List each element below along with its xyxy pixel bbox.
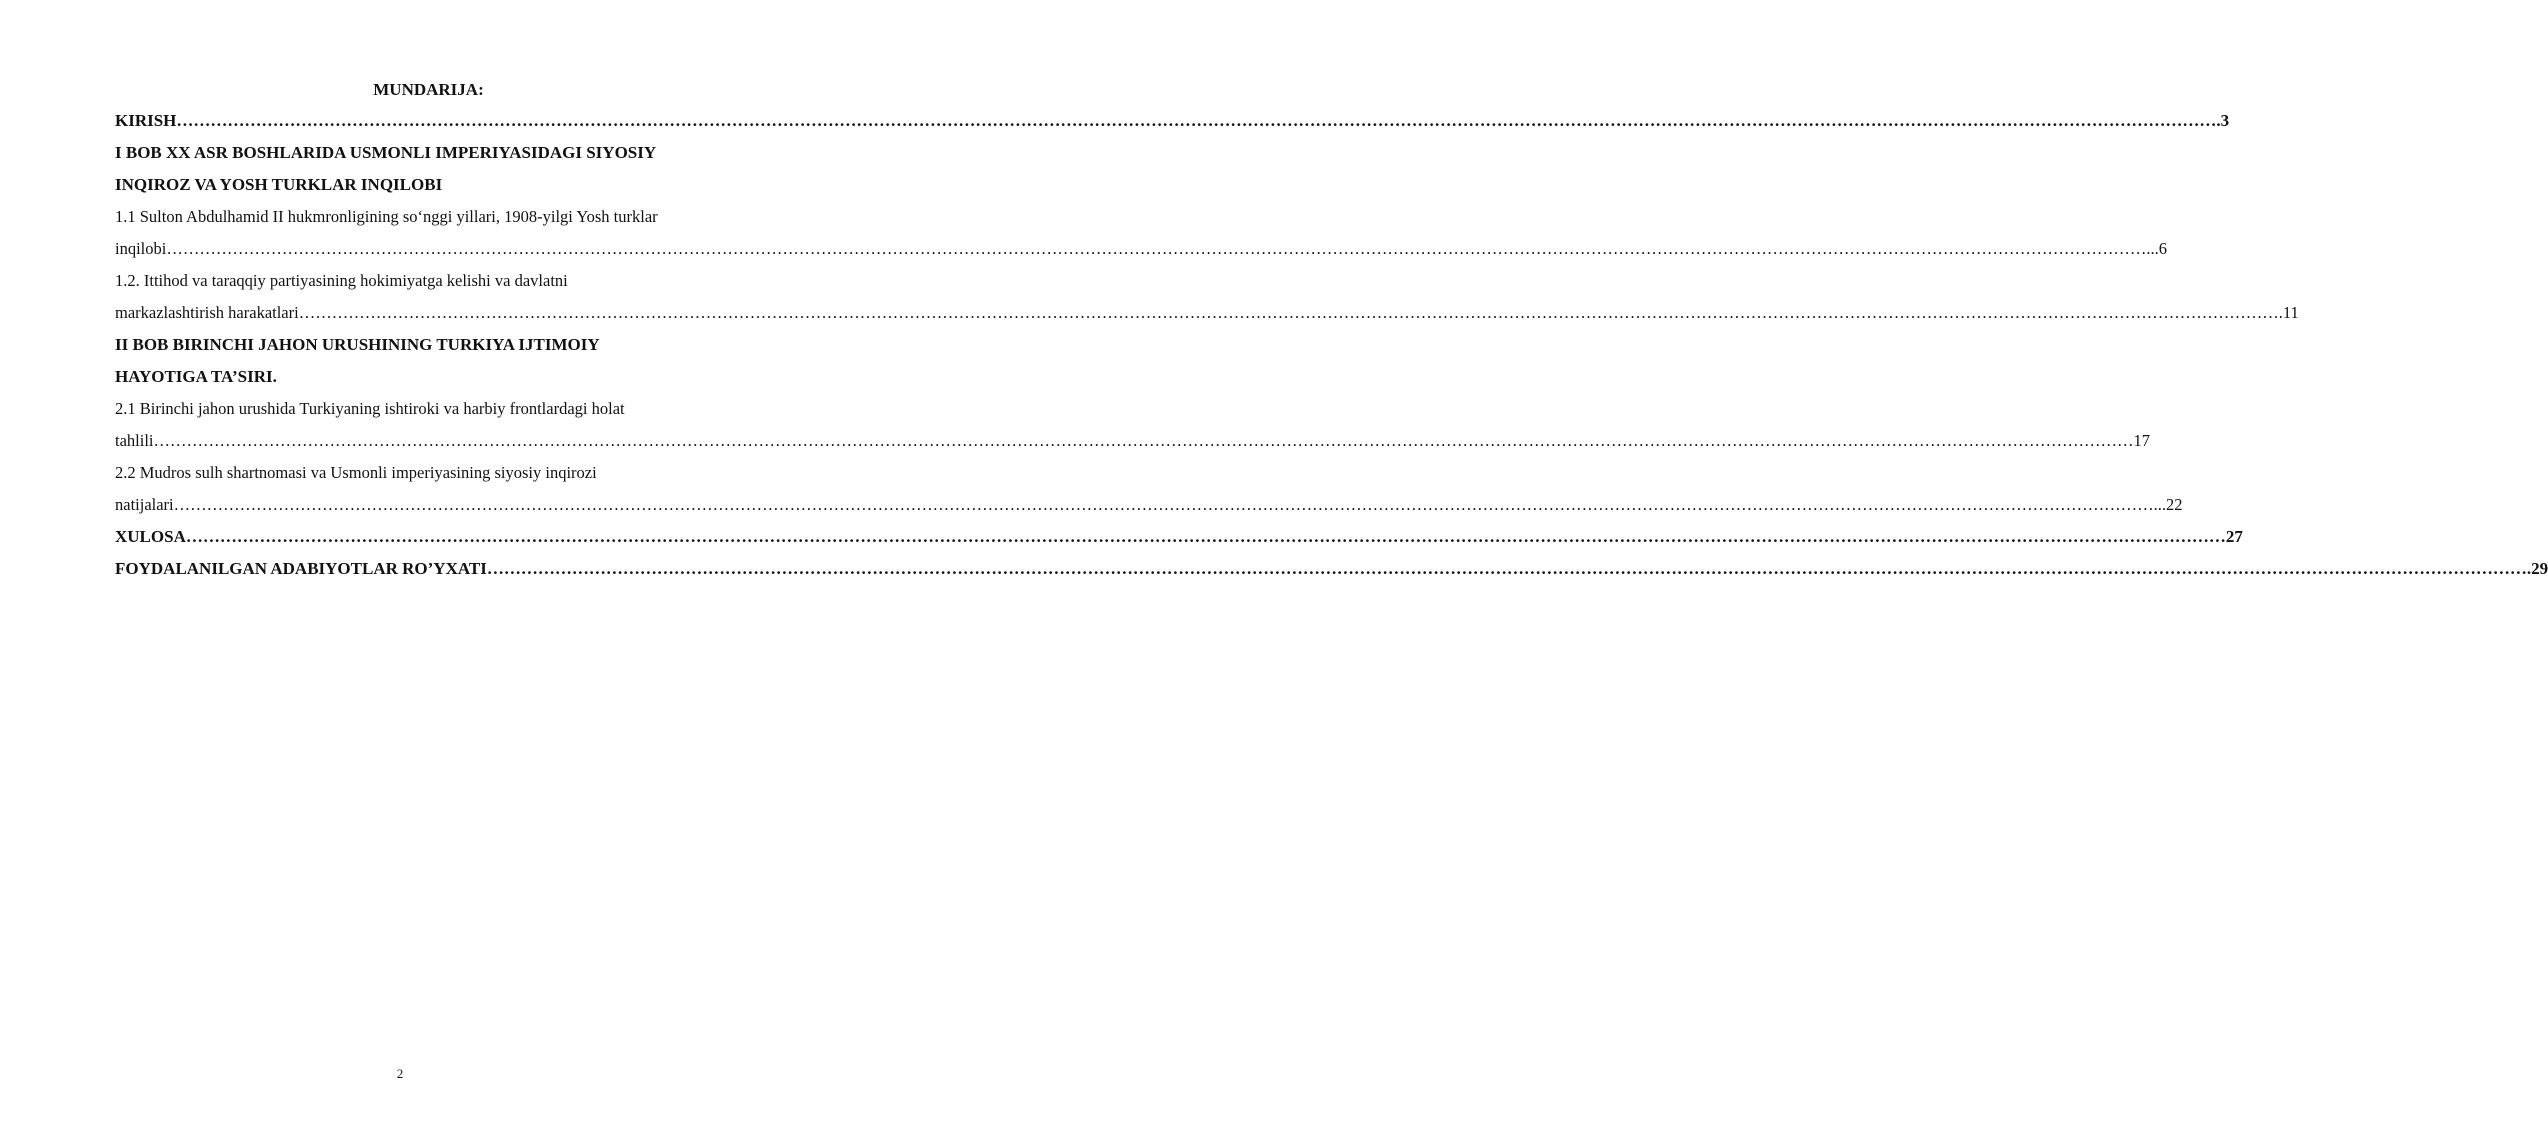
toc-leader-dots: ……………………………………………………………………………………………………………………………………………………………………………………………………………………………………………………………………………………………………………………………… <box>176 111 2217 130</box>
toc-entry-2-2-cont <box>115 489 2183 521</box>
toc-title: MUNDARIJA: <box>373 80 484 99</box>
toc-leader-dots: ……………………………………………………………………………………………………………………………………………………………………………………………………………………………………………………………………………………………………………………………… <box>153 431 2134 450</box>
toc-entry-2-2: 2.2 Mudros sulh shartnomasi va Usmonli imperiyasining siyosiy inqirozi <box>115 463 597 482</box>
toc-entry-1-1-cont <box>115 233 2167 265</box>
toc-entry-text: inqilobi <box>115 239 167 258</box>
toc-entry-page: 17 <box>2133 431 2150 450</box>
toc-leader-dots: ……………………………………………………………………………………………………………………………………………………………………………………………………………………………………………………………………………………………………………………………… <box>486 559 2527 578</box>
toc-entry-text: XULOSA <box>115 527 186 546</box>
toc-entry-1-2-cont <box>115 297 2299 329</box>
toc-heading-chapter-2-cont: HAYOTIGA TA’SIRI. <box>115 367 277 386</box>
toc-entry-text: natijalari <box>115 495 174 514</box>
toc-leader-dots: ……………………………………………………………………………………………………………………………………………………………………………………………………………………………………………………………………………………………………………………………… <box>185 527 2226 546</box>
toc-entry-text: KIRISH <box>115 111 177 130</box>
toc-entry-1-1: 1.1 Sulton Abdulhamid II hukmronligining so‘nggi yillari, 1908-yilgi Yosh turklar <box>115 207 658 226</box>
toc-entry-page: ...6 <box>2146 239 2167 258</box>
toc-entry-xulosa <box>115 521 2243 553</box>
page-number: 2 <box>396 1066 404 1081</box>
toc-entry-page: 27 <box>2225 527 2243 546</box>
toc-entry-2-1-cont <box>115 425 2150 457</box>
toc-entry-text: tahlili <box>115 431 154 450</box>
toc-entry-page: .29 <box>2526 559 2548 578</box>
toc-heading-chapter-1-cont: INQIROZ VA YOSH TURKLAR INQILOBI <box>115 175 443 194</box>
toc-entry-page: .3 <box>2216 111 2230 130</box>
table-of-contents <box>115 74 2548 585</box>
toc-heading-chapter-1: I BOB XX ASR BOSHLARIDA USMONLI IMPERIYASIDAGI SIYOSIY <box>115 143 657 162</box>
toc-entry-text: markazlashtirish harakatlari <box>115 303 299 322</box>
toc-entry-text: FOYDALANILGAN ADABIYOTLAR RO’YXATI <box>115 559 487 578</box>
toc-entry-2-1: 2.1 Birinchi jahon urushida Turkiyaning ishtiroki va harbiy frontlardagi holat <box>115 399 625 418</box>
toc-entry-page: ...22 <box>2153 495 2183 514</box>
toc-heading-chapter-2: II BOB BIRINCHI JAHON URUSHINING TURKIYA IJTIMOIY <box>115 335 600 354</box>
toc-leader-dots: ……………………………………………………………………………………………………………………………………………………………………………………………………………………………………………………………………………………………………………………………… <box>173 495 2154 514</box>
toc-leader-dots: ……………………………………………………………………………………………………………………………………………………………………………………………………………………………………………………………………………………………………………………………… <box>166 239 2147 258</box>
toc-entry-bibliography <box>115 553 2548 585</box>
toc-entry-page: .11 <box>2278 303 2299 322</box>
toc-leader-dots: ……………………………………………………………………………………………………………………………………………………………………………………………………………………………………………………………………………………………………………………………… <box>298 303 2279 322</box>
toc-entry-kirish <box>115 105 2230 137</box>
toc-entry-1-2: 1.2. Ittihod va taraqqiy partiyasining hokimiyatga kelishi va davlatni <box>115 271 568 290</box>
